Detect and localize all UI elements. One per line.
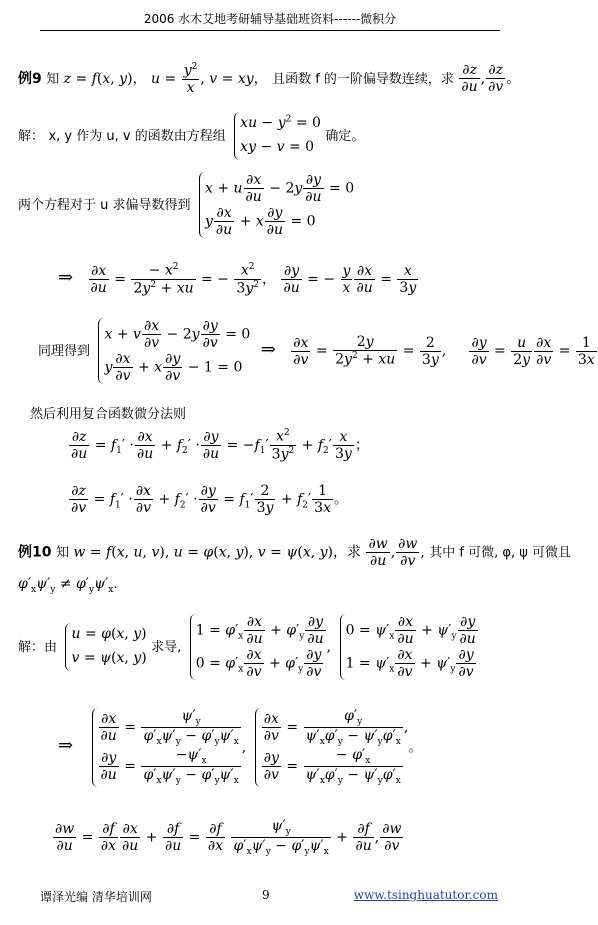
example9-dz-du: $\frac{\partial z}{\partial u}$ = $f_1'$ · $\frac{\partial x}{\partial u}$ + $f_2'$ · $\frac{\partial y}{\partial u}$ = $-f_1'$ $\frac{x^2}{3y^2}$ + $f_2'$ $\frac{x}{3y}$ ； — [71, 428, 369, 463]
example10-solved-partials: ⇒ $\frac{\partial x}{\partial u}$ = $\frac{\psi'_y}{\varphi'_x\psi'_y - \varphi'_y\psi'_x}$ $\frac{\partial y}{\partial u}$ = $\frac{-\psi'_x}{\varphi'_x\psi'_y - \varphi'_y\psi'_x}$ , $\frac{\partial x}{\partial v}$ = $\frac{\varphi'_y}{\psi'_x\varphi'_y - \psi'_y\varphi'_x}$ , $\frac{\partial y}{\partial v}$ = $\frac{- \varphi'_x}{\psi'_x\varphi'_y - \psi'_y\varphi'_x}$ 。 — [58, 708, 423, 787]
example9-solution-line: 解： x, y 作为 u, v 的函数由方程组 xu − $y^2 = 0$ xy − v = 0 确定。 — [18, 112, 364, 160]
example10-statement: 例10 知 w = f(x, u, v), u = φ(x, y), v = ψ(x, y)，求 $\frac{\partial w}{\partial u}$ , $\frac{\partial w}{\partial v}$ , 其中 f 可微, φ, ψ 可微且 — [18, 536, 571, 570]
example9-label: 例9 — [18, 70, 42, 87]
header-rule — [40, 30, 500, 31]
example9-partial-u-system: 两个方程对于 u 求偏导数得到 x + u $\frac{\partial x}{\partial u}$ − 2y $\frac{\partial y}{\partial u}$ = 0 y $\frac{\partial x}{\partial u}$ + x $\frac{\partial y}{\partial u}$ = 0 — [18, 172, 355, 239]
example10-solution-systems: 解：由 u = φ(x, y) v = ψ(x, y) 求导, $1 = \varphi'_x$ $\frac{\partial x}{\partial u}$ + $\varphi'_y$ $\frac{\partial y}{\partial u}$ $0 = \varphi'_x$ $\frac{\partial x}{\partial v}$ + $\varphi'_y$ $\frac{\partial y}{\partial v}$ , $0 = \psi'_x$ $\frac{\partial x}{\partial u}$ + $\psi'_y$ $\frac{\partial y}{\partial u}$ $1 = \psi'_x$ $\frac{\partial x}{\partial v}$ + $\psi'_y$ $\frac{\partial y}{\partial v}$ — [18, 614, 479, 680]
example9-partial-v-system: 同理得到 x + v $\frac{\partial x}{\partial v}$ − 2y $\frac{\partial y}{\partial v}$ = 0 y $\frac{\partial x}{\partial v}$ + x $\frac{\partial y}{\partial v}$ − 1 = 0 ⇒ $\frac{\partial x}{\partial v}$ = $\frac{2y}{2y^2 + xu}$ = $\frac{2}{3y}$ , $\frac{\partial y}{\partial v}$ = $\frac{u}{2y}$ $\frac{\partial x}{\partial v}$ = $\frac{1}{3x}$ — [38, 318, 595, 385]
page-number: 9 — [262, 888, 270, 902]
footer-link[interactable]: www.tsinghuatutor.com — [353, 888, 498, 902]
example10-dw-du: $\frac{\partial w}{\partial u}$ = $\frac{\partial f}{\partial x}$ $\frac{\partial x}{\partial u}$ + $\frac{\partial f}{\partial u}$ = $\frac{\partial f}{\partial x}$ $\frac{\psi'_y}{\varphi'_x\psi'_y - \varphi'_y\psi'_x}$ + $\frac{\partial f}{\partial u}$ , $\frac{\partial w}{\partial v}$ — [55, 818, 402, 857]
page-header: 2006 水木艾地考研辅导基础班资料------微积分 — [143, 12, 397, 26]
example10-condition: $\varphi'_x\psi'_y \ne \varphi'_y\psi'_x$. — [18, 576, 118, 595]
example9-chain-rule-note: 然后利用复合函数微分法则 — [30, 407, 187, 422]
example9-dz-dv: $\frac{\partial z}{\partial v}$ = $f_1'$ · $\frac{\partial x}{\partial v}$ + $f_2'$ · $\frac{\partial y}{\partial v}$ = $f_1'$ $\frac{2}{3y}$ + $f_2'$ $\frac{1}{3x}$ 。 — [71, 483, 348, 517]
example9-statement: 例9 知 z = f(x, y)， u = $\frac{y^2}{x}$ , v = xy， 且函数 f 的一阶偏导数连续，求 $\frac{\partial z}{\partial u}$ , $\frac{\partial z}{\partial v}$ 。 — [18, 62, 521, 96]
footer-author: 谭泽光编 清华培训网 — [40, 890, 152, 904]
example9-result-u: ⇒ $\frac{\partial x}{\partial u}$ = $\frac{- x^2}{2y^2 + xu}$ = − $\frac{x^2}{3y^2}$ ， $\frac{\partial y}{\partial u}$ = − $\frac{y}{x}$ $\frac{\partial x}{\partial u}$ = $\frac{x}{3y}$ — [58, 262, 417, 297]
example10-label: 例10 — [18, 544, 52, 561]
